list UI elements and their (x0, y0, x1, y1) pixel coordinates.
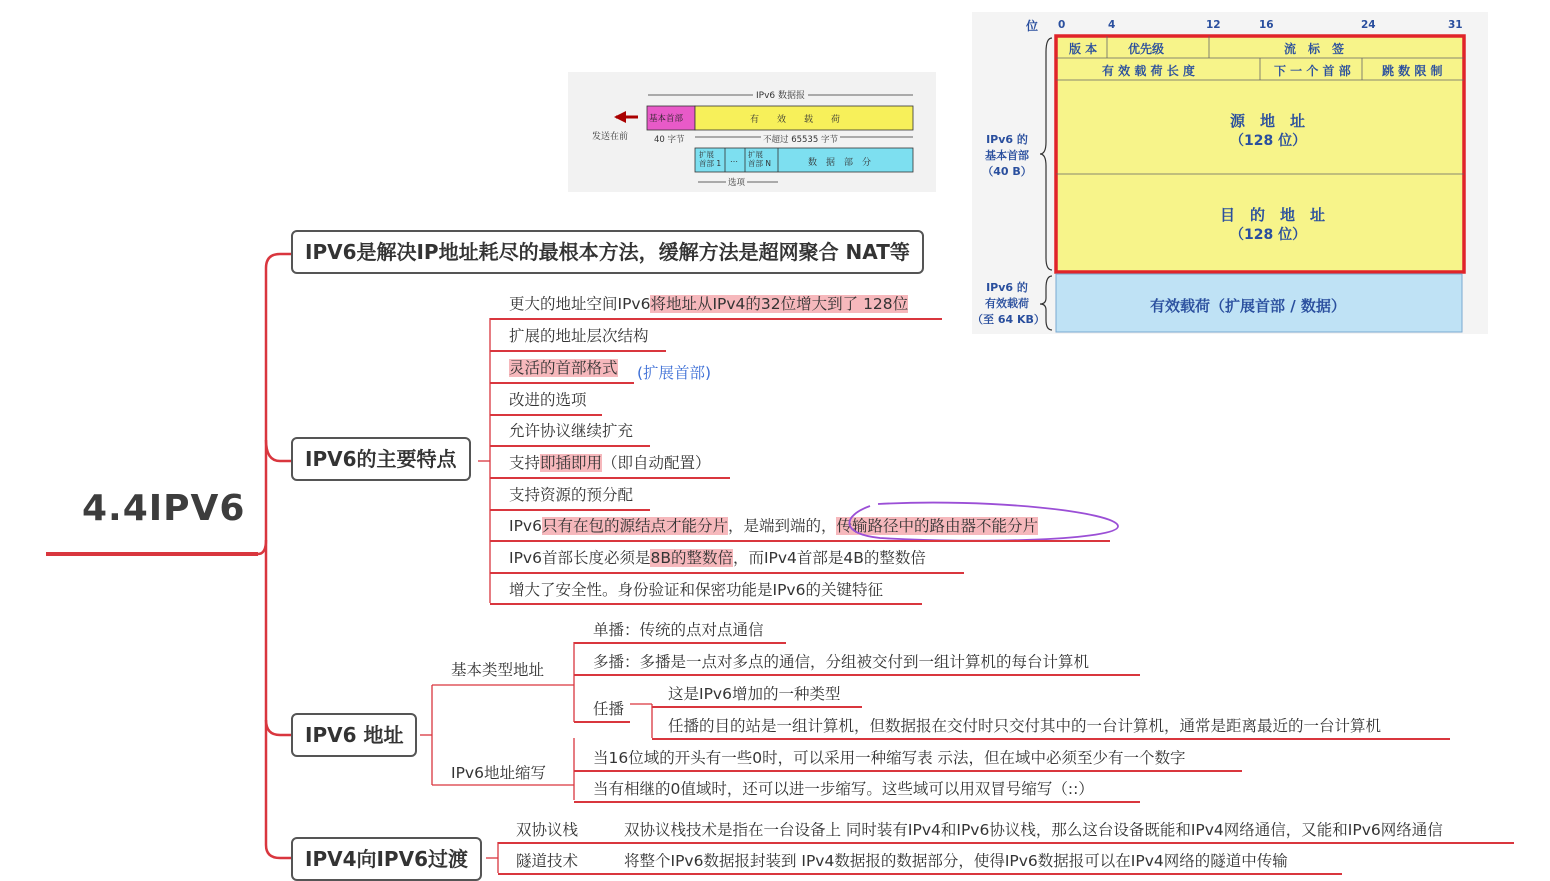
tick-0: 0 (1058, 19, 1066, 31)
payload-field: 有效载荷（扩展首部 / 数据） (1150, 297, 1346, 315)
feature-underline-8 (490, 540, 1110, 542)
tick-4: 4 (1108, 19, 1116, 31)
source-address-field: 源 地 址 (1230, 112, 1306, 130)
max-bytes-label: 不超过 65535 字节 (763, 135, 838, 145)
branch-ipv6-address: IPV6 地址 (291, 713, 417, 757)
feature-item-8: IPv6只有在包的源结点才能分片，是端到端的，传输路径中的路由器不能分片 (509, 517, 1038, 535)
datagram-title: IPv6 数据报 (753, 88, 808, 101)
feature-item-9: IPv6首部长度必须是8B的整数倍，而IPv4首部是4B的整数倍 (509, 549, 926, 567)
bytes-40-label: 40 字节 (654, 135, 685, 145)
multicast-item: 多播：多播是一点对多点的通信，分组被交付到一组计算机的每台计算机 (593, 653, 1090, 671)
feature-underline-9 (490, 572, 964, 574)
priority-field: 优先级 (1128, 42, 1165, 56)
address-abbreviation: IPv6地址缩写 (451, 764, 546, 782)
unicast-item: 单播：传统的点对点通信 (593, 621, 764, 639)
hop-limit-field: 跳 数 限 制 (1382, 64, 1443, 78)
payload-side-label: IPv6 的 有效载荷 （至 64 KB） (972, 281, 1045, 326)
bit-label: 位 (1026, 19, 1039, 33)
tunnel-label: 隧道技术 (516, 852, 579, 870)
next-header-field: 下 一 个 首 部 (1274, 64, 1351, 78)
root-title: 4.4IPV6 (82, 488, 246, 529)
anycast-desc-2-underline (652, 738, 1450, 740)
dual-stack-underline (498, 842, 1514, 844)
abbr-rule-1-underline (574, 770, 1242, 772)
branch-ipv6-features: IPV6的主要特点 (291, 437, 471, 481)
ext-dots: … (730, 155, 738, 164)
data-part-label: 数 据 部 分 (808, 158, 872, 168)
tunnel-underline (498, 873, 1342, 875)
dest-bits: （128 位） (1230, 227, 1307, 243)
options-label: 选项 (728, 178, 746, 188)
feature-underline-1 (490, 318, 942, 320)
base-header-label: 基本首部 (649, 114, 684, 124)
basic-address-types: 基本类型地址 (451, 661, 545, 679)
send-first-label: 发送在前 (592, 132, 629, 142)
feature-item-5: 允许协议继续扩充 (509, 422, 634, 440)
abbr-rule-2-underline (574, 801, 1140, 803)
feature-underline-6 (490, 477, 730, 479)
payload-length-field: 有 效 载 荷 长 度 (1102, 64, 1195, 78)
payload-label: 有 效 载 荷 (750, 115, 841, 125)
feature-underline-4 (490, 414, 602, 416)
dual-stack-desc: 双协议栈技术是指在一台设备上 同时装有IPv4和IPv6协议栈，那么这台设备既能和IPv4网络通信，又能和IPv6网络通信 (624, 821, 1443, 839)
abbr-rule-2: 当有相继的0值域时，还可以进一步缩写。这些域可以用双冒号缩写（::） (593, 780, 1094, 798)
feature-item-3: 灵活的首部格式 (509, 359, 618, 377)
unicast-underline (574, 642, 786, 644)
tunnel-desc: 将整个IPv6数据报封装到 IPv4数据报的数据部分，使得IPv6数据报可以在IPv4网络的隧道中传输 (624, 852, 1288, 870)
feature-item-4: 改进的选项 (509, 391, 587, 409)
dest-address-field: 目 的 地 址 (1220, 206, 1326, 224)
anycast-desc-2: 任播的目的站是一组计算机，但数据报在交付时只交付其中的一台计算机，通常是距离最近的一台计算机 (668, 717, 1382, 735)
feature-underline-7 (490, 509, 650, 511)
abbr-rule-1: 当16位域的开头有一些0时，可以采用一种缩写表 示法，但在域中必须至少有一个数字 (593, 749, 1186, 767)
ext-header-n-label: 扩展 首部 N (748, 150, 771, 168)
feature-item-2: 扩展的地址层次结构 (509, 327, 649, 345)
flow-label-field: 流 标 签 (1284, 42, 1345, 56)
branch-ipv6-purpose: IPV6是解决IP地址耗尽的最根本方法，缓解方法是超网聚合 NAT等 (291, 230, 924, 274)
anycast-desc-1: 这是IPv6增加的一种类型 (668, 685, 841, 703)
ext-header-1-label: 扩展 首部 1 (699, 150, 722, 168)
multicast-underline (574, 674, 1140, 676)
feature-item-3-note: (扩展首部) (637, 364, 712, 382)
tick-24: 24 (1361, 19, 1376, 31)
branch-ipv4-to-ipv6: IPV4向IPV6过渡 (291, 837, 482, 881)
feature-underline-10 (490, 603, 922, 605)
feature-item-10: 增大了安全性。身份验证和保密功能是IPv6的关键特征 (509, 581, 883, 599)
feature-item-6: 支持即插即用（即自动配置） (509, 454, 711, 472)
feature-underline-2 (490, 350, 666, 352)
version-field: 版 本 (1069, 42, 1098, 56)
anycast-desc-1-underline (652, 706, 862, 708)
feature-underline-3 (490, 382, 634, 384)
base-header-side-label: IPv6 的 基本首部 （40 B） (982, 133, 1032, 178)
dual-stack-label: 双协议栈 (516, 821, 579, 839)
feature-item-7: 支持资源的预分配 (509, 486, 634, 504)
tick-31: 31 (1448, 19, 1463, 31)
anycast-underline (574, 721, 630, 723)
tick-16: 16 (1259, 19, 1274, 31)
feature-underline-5 (490, 445, 650, 447)
feature-item-1: 更大的地址空间IPv6将地址从IPv4的32位增大到了 128位 (509, 295, 909, 313)
source-bits: （128 位） (1230, 133, 1307, 149)
anycast-item: 任播 (593, 700, 625, 718)
tick-12: 12 (1206, 19, 1221, 31)
